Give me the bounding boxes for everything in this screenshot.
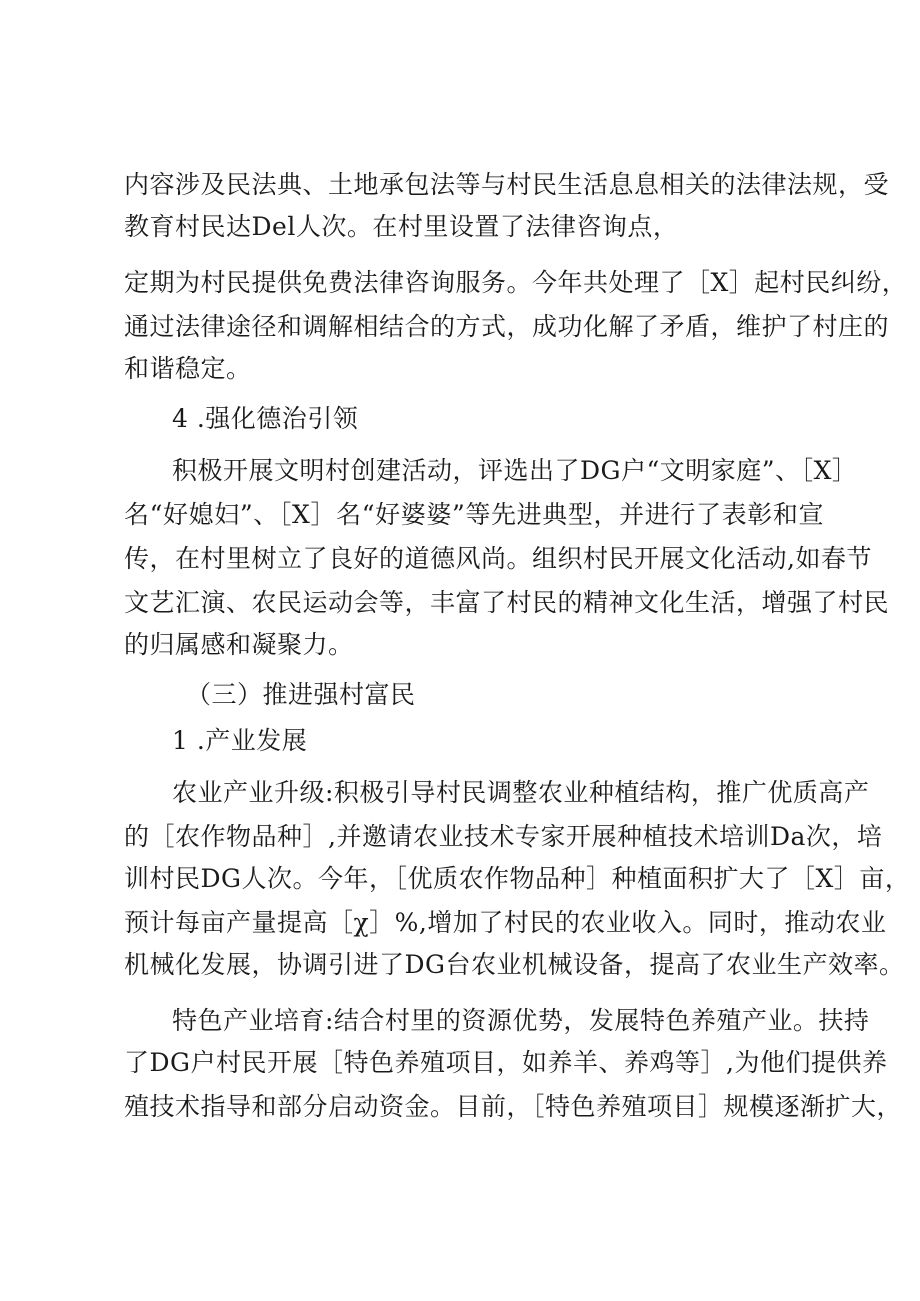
paragraph-line: 殖技术指导和部分启动资金。目前，［特色养殖项目］规模逐渐扩大， — [124, 1092, 903, 1121]
section-heading: 1 .产业发展 — [172, 726, 308, 755]
paragraph-line: 预计每亩产量提高［χ］%,增加了村民的农业收入。同时，推动农业 — [124, 908, 887, 937]
paragraph-line: 特色产业培育:结合村里的资源优势，发展特色养殖产业。扶持 — [172, 1006, 870, 1035]
paragraph-line: 教育村民达Del人次。在村里设置了法律咨询点， — [124, 212, 679, 241]
paragraph-line: 积极开展文明村创建活动，评选出了DG户“文明家庭”、［X］ — [172, 456, 858, 485]
paragraph-line: 和谐稳定。 — [124, 354, 252, 383]
paragraph-line: 传，在村里树立了良好的道德风尚。组织村民开展文化活动,如春节 — [124, 544, 872, 573]
paragraph-line: 名“好媳妇”、［X］名“好婆婆”等先进典型，并进行了表彰和宣 — [124, 500, 824, 529]
section-heading: （三）推进强村富民 — [186, 680, 416, 709]
paragraph-line: 通过法律途径和调解相结合的方式，成功化解了矛盾，维护了村庄的 — [124, 312, 890, 341]
paragraph-line: 的［农作物品种］,并邀请农业技术专家开展种植技术培训Da次，培 — [124, 822, 883, 851]
paragraph-line: 训村民DG人次。今年，［优质农作物品种］种植面积扩大了［X］亩， — [124, 864, 911, 893]
paragraph-line: 定期为村民提供免费法律咨询服务。今年共处理了［X］起村民纠纷， — [124, 268, 908, 297]
section-heading: 4 .强化德治引领 — [172, 404, 359, 433]
paragraph-line: 内容涉及民法典、土地承包法等与村民生活息息相关的法律法规，受 — [124, 170, 890, 199]
paragraph-line: 农业产业升级:积极引导村民调整农业种植结构，推广优质高产 — [172, 778, 870, 807]
paragraph-line: 了DG户村民开展［特色养殖项目，如养羊、养鸡等］,为他们提供养 — [124, 1048, 888, 1077]
paragraph-line: 的归属感和凝聚力。 — [124, 630, 354, 659]
paragraph-line: 机械化发展，协调引进了DG台农业机械设备，提高了农业生产效率。 — [124, 950, 905, 979]
paragraph-line: 文艺汇演、农民运动会等，丰富了村民的精神文化生活，增强了村民 — [124, 588, 890, 617]
